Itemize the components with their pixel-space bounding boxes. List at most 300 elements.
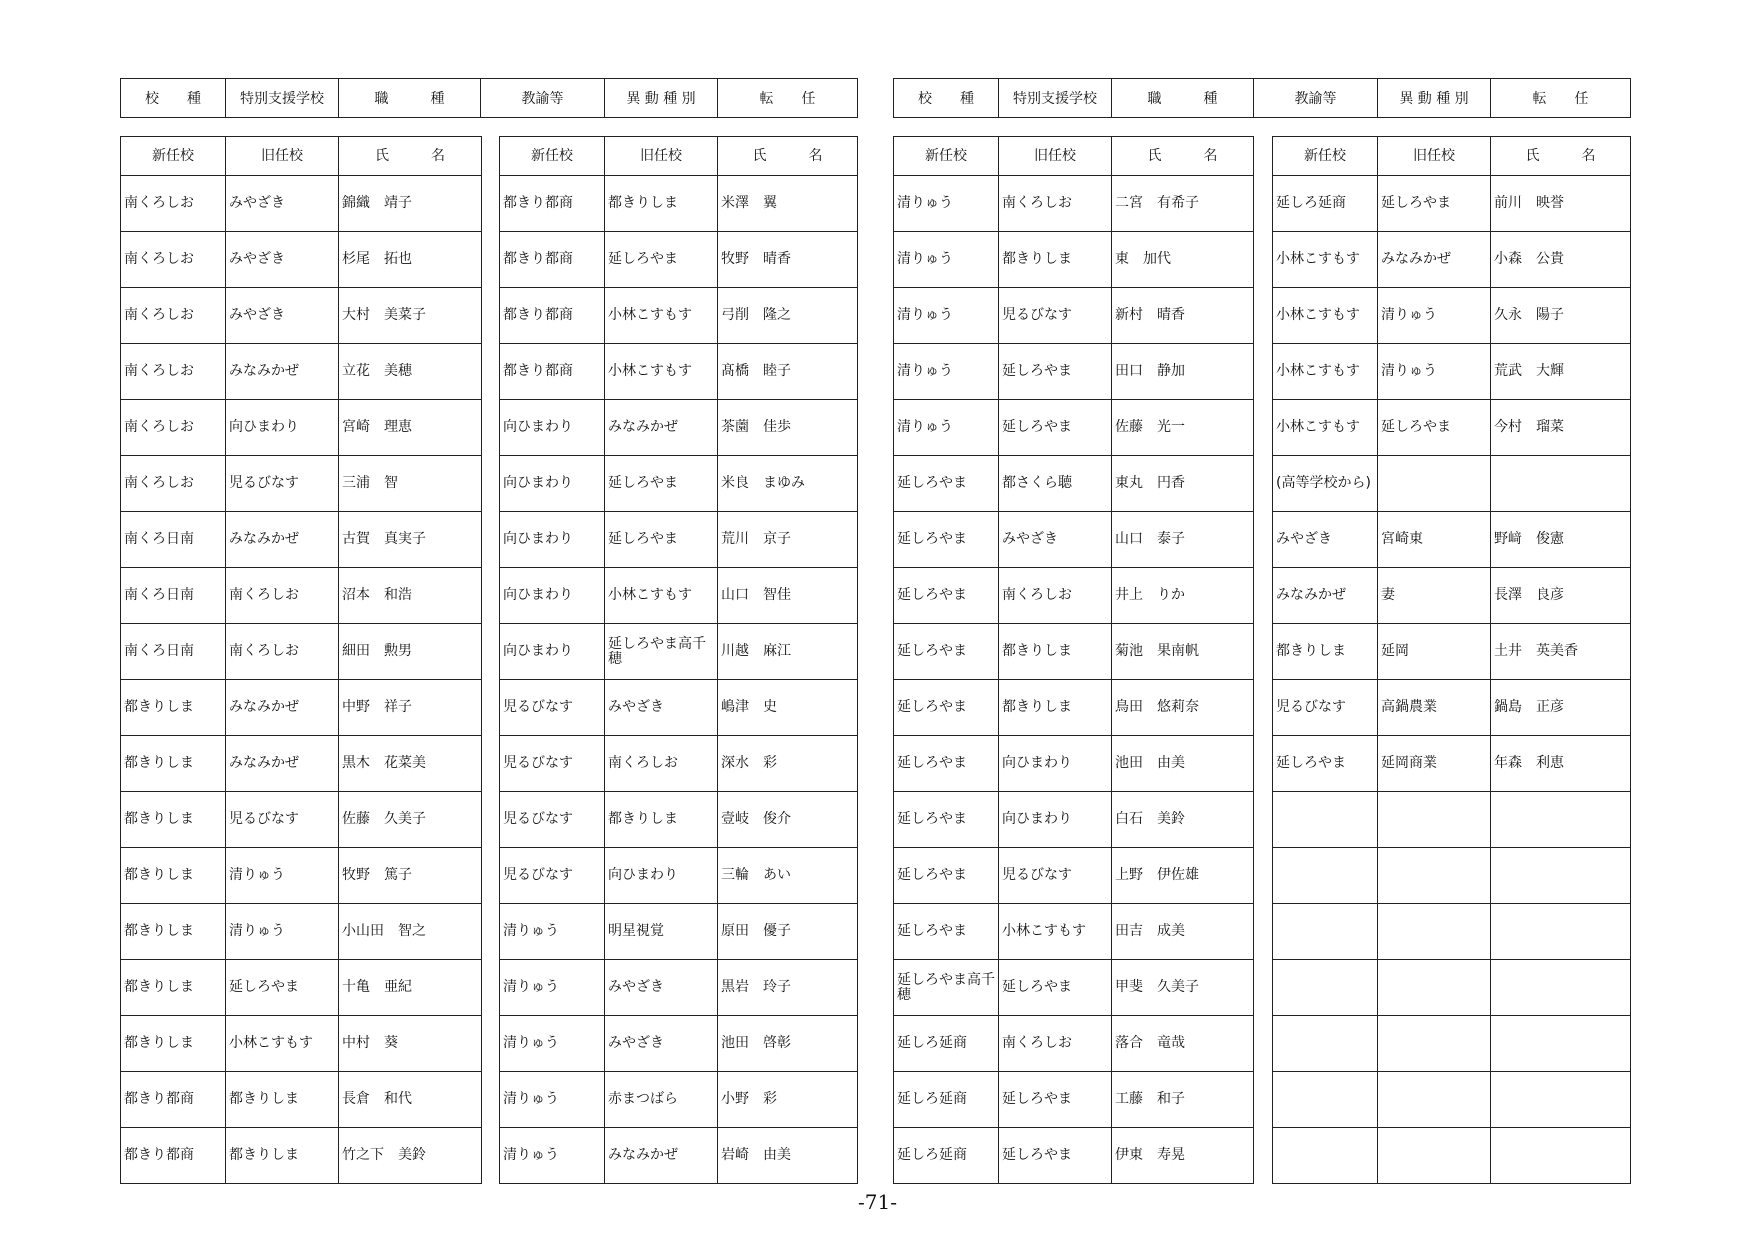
name-cell: 鳥田 悠莉奈 (1112, 680, 1254, 736)
old-school-cell: 南くろしお (999, 1016, 1112, 1072)
table-row (500, 904, 858, 960)
new-school-cell: 児るびなす (500, 792, 605, 848)
old-school-cell: みやざき (226, 176, 339, 232)
table-row (121, 344, 482, 400)
table-row (500, 1016, 858, 1072)
school-type-value: 特別支援学校 (226, 79, 339, 118)
name-cell: 久永 陽子 (1491, 288, 1631, 344)
old-school-cell: 小林こすもす (605, 288, 718, 344)
column-header-new-school: 新任校 (500, 137, 605, 176)
name-cell: 錦織 靖子 (339, 176, 482, 232)
table-row (500, 680, 858, 736)
name-cell: 中野 祥子 (339, 680, 482, 736)
name-cell: 深水 彩 (718, 736, 858, 792)
old-school-cell: 清りゅう (1378, 288, 1491, 344)
old-school-cell: 小林こすもす (605, 568, 718, 624)
new-school-cell: 都きり都商 (121, 1072, 226, 1128)
table-row (500, 736, 858, 792)
new-school-cell: 延しろやま (894, 904, 999, 960)
old-school-cell: 南くろしお (226, 568, 339, 624)
table-row (500, 624, 858, 680)
table-row (1273, 680, 1631, 736)
old-school-cell: 清りゅう (226, 848, 339, 904)
old-school-cell: 延しろやま (605, 232, 718, 288)
transfer-table-4 (1272, 136, 1631, 1184)
table-row (1273, 624, 1631, 680)
old-school-cell: みなみかぜ (226, 736, 339, 792)
table-row (121, 1072, 482, 1128)
name-cell: 中村 葵 (339, 1016, 482, 1072)
old-school-cell: 延しろやま (999, 344, 1112, 400)
table-row (894, 736, 1254, 792)
new-school-cell: 清りゅう (894, 344, 999, 400)
new-school-cell: 南くろ日南 (121, 568, 226, 624)
table-row (500, 1128, 858, 1184)
new-school-cell: 向ひまわり (500, 456, 605, 512)
new-school-cell: 延しろやま高千穂 (894, 960, 999, 1016)
transfer-type-value: 転 任 (1491, 79, 1631, 118)
table-row (121, 848, 482, 904)
new-school-cell (1273, 848, 1378, 904)
new-school-cell: 延しろやま (894, 848, 999, 904)
name-cell: 原田 優子 (718, 904, 858, 960)
table-row (1273, 904, 1631, 960)
table-row (1273, 456, 1631, 512)
name-cell: 今村 瑠菜 (1491, 400, 1631, 456)
column-header-old-school: 旧任校 (605, 137, 718, 176)
new-school-cell: 延しろ延商 (1273, 176, 1378, 232)
column-header-name: 氏 名 (1491, 137, 1631, 176)
table-row (1273, 400, 1631, 456)
old-school-cell: 児るびなす (226, 456, 339, 512)
table-row (500, 344, 858, 400)
name-cell (1491, 456, 1631, 512)
table-row (121, 736, 482, 792)
transfer-type-value: 転 任 (718, 79, 858, 118)
table-row (121, 1128, 482, 1184)
new-school-cell: 清りゅう (894, 400, 999, 456)
name-cell: 米良 まゆみ (718, 456, 858, 512)
name-cell: 川越 麻江 (718, 624, 858, 680)
name-cell: 菊池 果南帆 (1112, 624, 1254, 680)
new-school-cell (1273, 904, 1378, 960)
name-cell: 池田 由美 (1112, 736, 1254, 792)
name-cell (1491, 1016, 1631, 1072)
job-type-label: 職 種 (339, 79, 481, 118)
table-row (1273, 176, 1631, 232)
name-cell: 山口 泰子 (1112, 512, 1254, 568)
new-school-cell: 都きり都商 (500, 232, 605, 288)
new-school-cell: 清りゅう (894, 232, 999, 288)
new-school-cell: 延しろやま (894, 512, 999, 568)
new-school-cell: 向ひまわり (500, 512, 605, 568)
new-school-cell: 小林こすもす (1273, 400, 1378, 456)
table-row (500, 400, 858, 456)
table-row (1273, 848, 1631, 904)
table-row (1273, 344, 1631, 400)
table-row (894, 960, 1254, 1016)
table-row (1273, 288, 1631, 344)
old-school-cell: 向ひまわり (605, 848, 718, 904)
new-school-cell: 延しろやま (1273, 736, 1378, 792)
name-cell: 土井 英美香 (1491, 624, 1631, 680)
old-school-cell: 小林こすもす (999, 904, 1112, 960)
name-cell: 小森 公貴 (1491, 232, 1631, 288)
table-row (894, 904, 1254, 960)
table-row (500, 176, 858, 232)
table-row (894, 176, 1254, 232)
new-school-cell: 延しろ延商 (894, 1016, 999, 1072)
new-school-cell: 延しろやま (894, 456, 999, 512)
table-row (894, 232, 1254, 288)
table-row (121, 400, 482, 456)
name-cell: 茶薗 佳歩 (718, 400, 858, 456)
table-row (500, 288, 858, 344)
name-cell: 東丸 円香 (1112, 456, 1254, 512)
table-row (894, 568, 1254, 624)
name-cell: 山口 智佳 (718, 568, 858, 624)
name-cell: 佐藤 光一 (1112, 400, 1254, 456)
old-school-cell (1378, 1128, 1491, 1184)
old-school-cell: 清りゅう (1378, 344, 1491, 400)
table-row (500, 848, 858, 904)
new-school-cell: 小林こすもす (1273, 344, 1378, 400)
old-school-cell: みなみかぜ (605, 1128, 718, 1184)
page-number: -71- (858, 1190, 897, 1214)
old-school-cell (1378, 848, 1491, 904)
name-cell (1491, 1072, 1631, 1128)
new-school-cell: 都きり都商 (121, 1128, 226, 1184)
header-bar-right (893, 78, 1631, 118)
name-cell: 荒武 大輝 (1491, 344, 1631, 400)
table-row (1273, 568, 1631, 624)
new-school-cell: 向ひまわり (500, 400, 605, 456)
old-school-cell: 赤まつばら (605, 1072, 718, 1128)
old-school-cell (1378, 960, 1491, 1016)
new-school-cell: 南くろしお (121, 344, 226, 400)
table-row (121, 960, 482, 1016)
old-school-cell: 高鍋農業 (1378, 680, 1491, 736)
name-cell: 黒岩 玲子 (718, 960, 858, 1016)
name-cell: 細田 勲男 (339, 624, 482, 680)
column-header-name: 氏 名 (1112, 137, 1254, 176)
old-school-cell: 妻 (1378, 568, 1491, 624)
column-header-new-school: 新任校 (1273, 137, 1378, 176)
new-school-cell (1273, 1016, 1378, 1072)
old-school-cell: みやざき (226, 232, 339, 288)
table-row (500, 1072, 858, 1128)
table-row (1273, 960, 1631, 1016)
new-school-cell: 延しろやま (894, 680, 999, 736)
column-header-name: 氏 名 (339, 137, 482, 176)
new-school-cell: 都きりしま (1273, 624, 1378, 680)
name-cell: 上野 伊佐雄 (1112, 848, 1254, 904)
new-school-cell: 清りゅう (500, 960, 605, 1016)
old-school-cell (1378, 904, 1491, 960)
name-cell: 白石 美鈴 (1112, 792, 1254, 848)
table-row (121, 904, 482, 960)
old-school-cell: 向ひまわり (999, 792, 1112, 848)
name-cell: 落合 竜哉 (1112, 1016, 1254, 1072)
name-cell (1491, 848, 1631, 904)
old-school-cell: 延しろやま (605, 456, 718, 512)
old-school-cell: 都さくら聴 (999, 456, 1112, 512)
old-school-cell: 南くろしお (999, 176, 1112, 232)
column-header-old-school: 旧任校 (1378, 137, 1491, 176)
new-school-cell: 南くろしお (121, 232, 226, 288)
table-row (1273, 232, 1631, 288)
old-school-cell: みやざき (605, 680, 718, 736)
new-school-cell: 都きり都商 (500, 176, 605, 232)
name-cell: 田吉 成美 (1112, 904, 1254, 960)
name-cell: 東 加代 (1112, 232, 1254, 288)
table-row (894, 344, 1254, 400)
name-cell: 竹之下 美鈴 (339, 1128, 482, 1184)
old-school-cell: 宮崎東 (1378, 512, 1491, 568)
name-cell: 池田 啓彰 (718, 1016, 858, 1072)
old-school-cell: 向ひまわり (999, 736, 1112, 792)
old-school-cell: 延しろやま (226, 960, 339, 1016)
table-row (894, 792, 1254, 848)
name-cell: 小山田 智之 (339, 904, 482, 960)
school-type-value: 特別支援学校 (999, 79, 1112, 118)
new-school-cell (1273, 792, 1378, 848)
name-cell: 三浦 智 (339, 456, 482, 512)
table-row (121, 568, 482, 624)
new-school-cell (1273, 1072, 1378, 1128)
table-row (121, 792, 482, 848)
old-school-cell: 都きりしま (605, 176, 718, 232)
old-school-cell: 延しろやま (605, 512, 718, 568)
old-school-cell: 南くろしお (605, 736, 718, 792)
old-school-cell: 清りゅう (226, 904, 339, 960)
name-cell: 三輪 あい (718, 848, 858, 904)
old-school-cell: みやざき (226, 288, 339, 344)
header-bar-left (120, 78, 858, 118)
new-school-cell: 都きりしま (121, 680, 226, 736)
new-school-cell: 延しろやま (894, 736, 999, 792)
old-school-cell: 児るびなす (999, 848, 1112, 904)
transfer-table-3 (893, 136, 1254, 1184)
new-school-cell: 向ひまわり (500, 624, 605, 680)
new-school-cell: 清りゅう (500, 1016, 605, 1072)
name-cell: 荒川 京子 (718, 512, 858, 568)
table-row (121, 680, 482, 736)
new-school-cell: (高等学校から) (1273, 456, 1378, 512)
old-school-cell (1378, 1016, 1491, 1072)
table-row (121, 288, 482, 344)
table-row (1273, 1016, 1631, 1072)
name-cell: 十亀 亜紀 (339, 960, 482, 1016)
job-type-label: 職 種 (1112, 79, 1254, 118)
old-school-cell: 延しろやま高千穂 (605, 624, 718, 680)
old-school-cell: みなみかぜ (1378, 232, 1491, 288)
old-school-cell: 都きりしま (999, 232, 1112, 288)
name-cell: 嶋津 史 (718, 680, 858, 736)
name-cell: 鍋島 正彦 (1491, 680, 1631, 736)
name-cell: 宮崎 理恵 (339, 400, 482, 456)
old-school-cell: 延しろやま (999, 1128, 1112, 1184)
name-cell: 前川 映誉 (1491, 176, 1631, 232)
new-school-cell: 都きりしま (121, 848, 226, 904)
new-school-cell: 南くろしお (121, 176, 226, 232)
new-school-cell: 延しろやま (894, 792, 999, 848)
name-cell: 甲斐 久美子 (1112, 960, 1254, 1016)
name-cell: 工藤 和子 (1112, 1072, 1254, 1128)
name-cell: 岩崎 由美 (718, 1128, 858, 1184)
old-school-cell: 南くろしお (226, 624, 339, 680)
name-cell: 野﨑 俊憲 (1491, 512, 1631, 568)
table-row (1273, 1128, 1631, 1184)
table-row (894, 512, 1254, 568)
job-type-value: 教諭等 (1254, 79, 1378, 118)
old-school-cell: みやざき (605, 1016, 718, 1072)
new-school-cell: 小林こすもす (1273, 232, 1378, 288)
table-row (1273, 512, 1631, 568)
table-row (894, 848, 1254, 904)
old-school-cell: 都きりしま (605, 792, 718, 848)
old-school-cell: 児るびなす (226, 792, 339, 848)
old-school-cell: 延しろやま (1378, 400, 1491, 456)
table-row (121, 1016, 482, 1072)
new-school-cell: 向ひまわり (500, 568, 605, 624)
new-school-cell: 都きりしま (121, 1016, 226, 1072)
new-school-cell: 清りゅう (894, 288, 999, 344)
name-cell: 長倉 和代 (339, 1072, 482, 1128)
old-school-cell: 延しろやま (1378, 176, 1491, 232)
table-row (894, 1128, 1254, 1184)
new-school-cell: 都きり都商 (500, 344, 605, 400)
name-cell: 髙橋 睦子 (718, 344, 858, 400)
old-school-cell (1378, 792, 1491, 848)
table-row (121, 456, 482, 512)
column-header-old-school: 旧任校 (999, 137, 1112, 176)
name-cell: 牧野 晴香 (718, 232, 858, 288)
old-school-cell: 延しろやま (999, 1072, 1112, 1128)
new-school-cell: 都きりしま (121, 792, 226, 848)
table-row (1273, 1072, 1631, 1128)
table-row (894, 456, 1254, 512)
table-row (894, 288, 1254, 344)
name-cell (1491, 1128, 1631, 1184)
new-school-cell: 延しろやま (894, 568, 999, 624)
old-school-cell: 延しろやま (999, 960, 1112, 1016)
name-cell: 新村 晴香 (1112, 288, 1254, 344)
old-school-cell: みやざき (999, 512, 1112, 568)
column-header-old-school: 旧任校 (226, 137, 339, 176)
old-school-cell: みやざき (605, 960, 718, 1016)
name-cell: 伊東 寿晃 (1112, 1128, 1254, 1184)
old-school-cell: 延岡 (1378, 624, 1491, 680)
old-school-cell: 延しろやま (999, 400, 1112, 456)
name-cell (1491, 792, 1631, 848)
new-school-cell: 都きりしま (121, 736, 226, 792)
table-row (1273, 792, 1631, 848)
table-row (894, 1016, 1254, 1072)
transfer-type-label: 異 動 種 別 (1378, 79, 1491, 118)
table-row (500, 568, 858, 624)
table-row (121, 624, 482, 680)
table-row (894, 680, 1254, 736)
new-school-cell: 南くろ日南 (121, 624, 226, 680)
table-row (500, 792, 858, 848)
table-row (121, 176, 482, 232)
name-cell: 古賀 真実子 (339, 512, 482, 568)
school-type-label: 校 種 (894, 79, 999, 118)
new-school-cell: 小林こすもす (1273, 288, 1378, 344)
new-school-cell: 南くろ日南 (121, 512, 226, 568)
new-school-cell: みやざき (1273, 512, 1378, 568)
old-school-cell: みなみかぜ (226, 512, 339, 568)
name-cell: 小野 彩 (718, 1072, 858, 1128)
old-school-cell: 都きりしま (999, 680, 1112, 736)
old-school-cell: みなみかぜ (226, 680, 339, 736)
table-row (894, 400, 1254, 456)
table-row (500, 512, 858, 568)
new-school-cell: 都きり都商 (500, 288, 605, 344)
old-school-cell: 小林こすもす (605, 344, 718, 400)
new-school-cell: 延しろ延商 (894, 1128, 999, 1184)
school-type-label: 校 種 (121, 79, 226, 118)
name-cell: 田口 静加 (1112, 344, 1254, 400)
column-header-new-school: 新任校 (894, 137, 999, 176)
old-school-cell: 都きりしま (999, 624, 1112, 680)
table-row (894, 1072, 1254, 1128)
old-school-cell: 都きりしま (226, 1128, 339, 1184)
old-school-cell: みなみかぜ (605, 400, 718, 456)
old-school-cell: みなみかぜ (226, 344, 339, 400)
old-school-cell (1378, 456, 1491, 512)
old-school-cell: 児るびなす (999, 288, 1112, 344)
transfer-table-1 (120, 136, 482, 1184)
old-school-cell: 明星視覚 (605, 904, 718, 960)
new-school-cell (1273, 960, 1378, 1016)
name-cell: 大村 美菜子 (339, 288, 482, 344)
column-header-name: 氏 名 (718, 137, 858, 176)
new-school-cell: 延しろやま (894, 624, 999, 680)
name-cell (1491, 904, 1631, 960)
table-row (500, 232, 858, 288)
transfer-table-2 (499, 136, 858, 1184)
new-school-cell: 清りゅう (500, 1072, 605, 1128)
new-school-cell: 延しろ延商 (894, 1072, 999, 1128)
name-cell: 沼本 和浩 (339, 568, 482, 624)
name-cell: 壹岐 俊介 (718, 792, 858, 848)
new-school-cell: 児るびなす (500, 680, 605, 736)
name-cell: 年森 利恵 (1491, 736, 1631, 792)
name-cell: 井上 りか (1112, 568, 1254, 624)
new-school-cell: 児るびなす (1273, 680, 1378, 736)
new-school-cell: みなみかぜ (1273, 568, 1378, 624)
table-row (500, 456, 858, 512)
table-row (121, 232, 482, 288)
name-cell (1491, 960, 1631, 1016)
name-cell: 黒木 花菜美 (339, 736, 482, 792)
new-school-cell (1273, 1128, 1378, 1184)
name-cell: 弓削 隆之 (718, 288, 858, 344)
new-school-cell: 南くろしお (121, 288, 226, 344)
new-school-cell: 南くろしお (121, 456, 226, 512)
old-school-cell: 小林こすもす (226, 1016, 339, 1072)
new-school-cell: 清りゅう (500, 904, 605, 960)
name-cell: 牧野 篤子 (339, 848, 482, 904)
new-school-cell: 清りゅう (500, 1128, 605, 1184)
new-school-cell: 南くろしお (121, 400, 226, 456)
old-school-cell: 南くろしお (999, 568, 1112, 624)
old-school-cell: 都きりしま (226, 1072, 339, 1128)
name-cell: 佐藤 久美子 (339, 792, 482, 848)
job-type-value: 教諭等 (481, 79, 605, 118)
